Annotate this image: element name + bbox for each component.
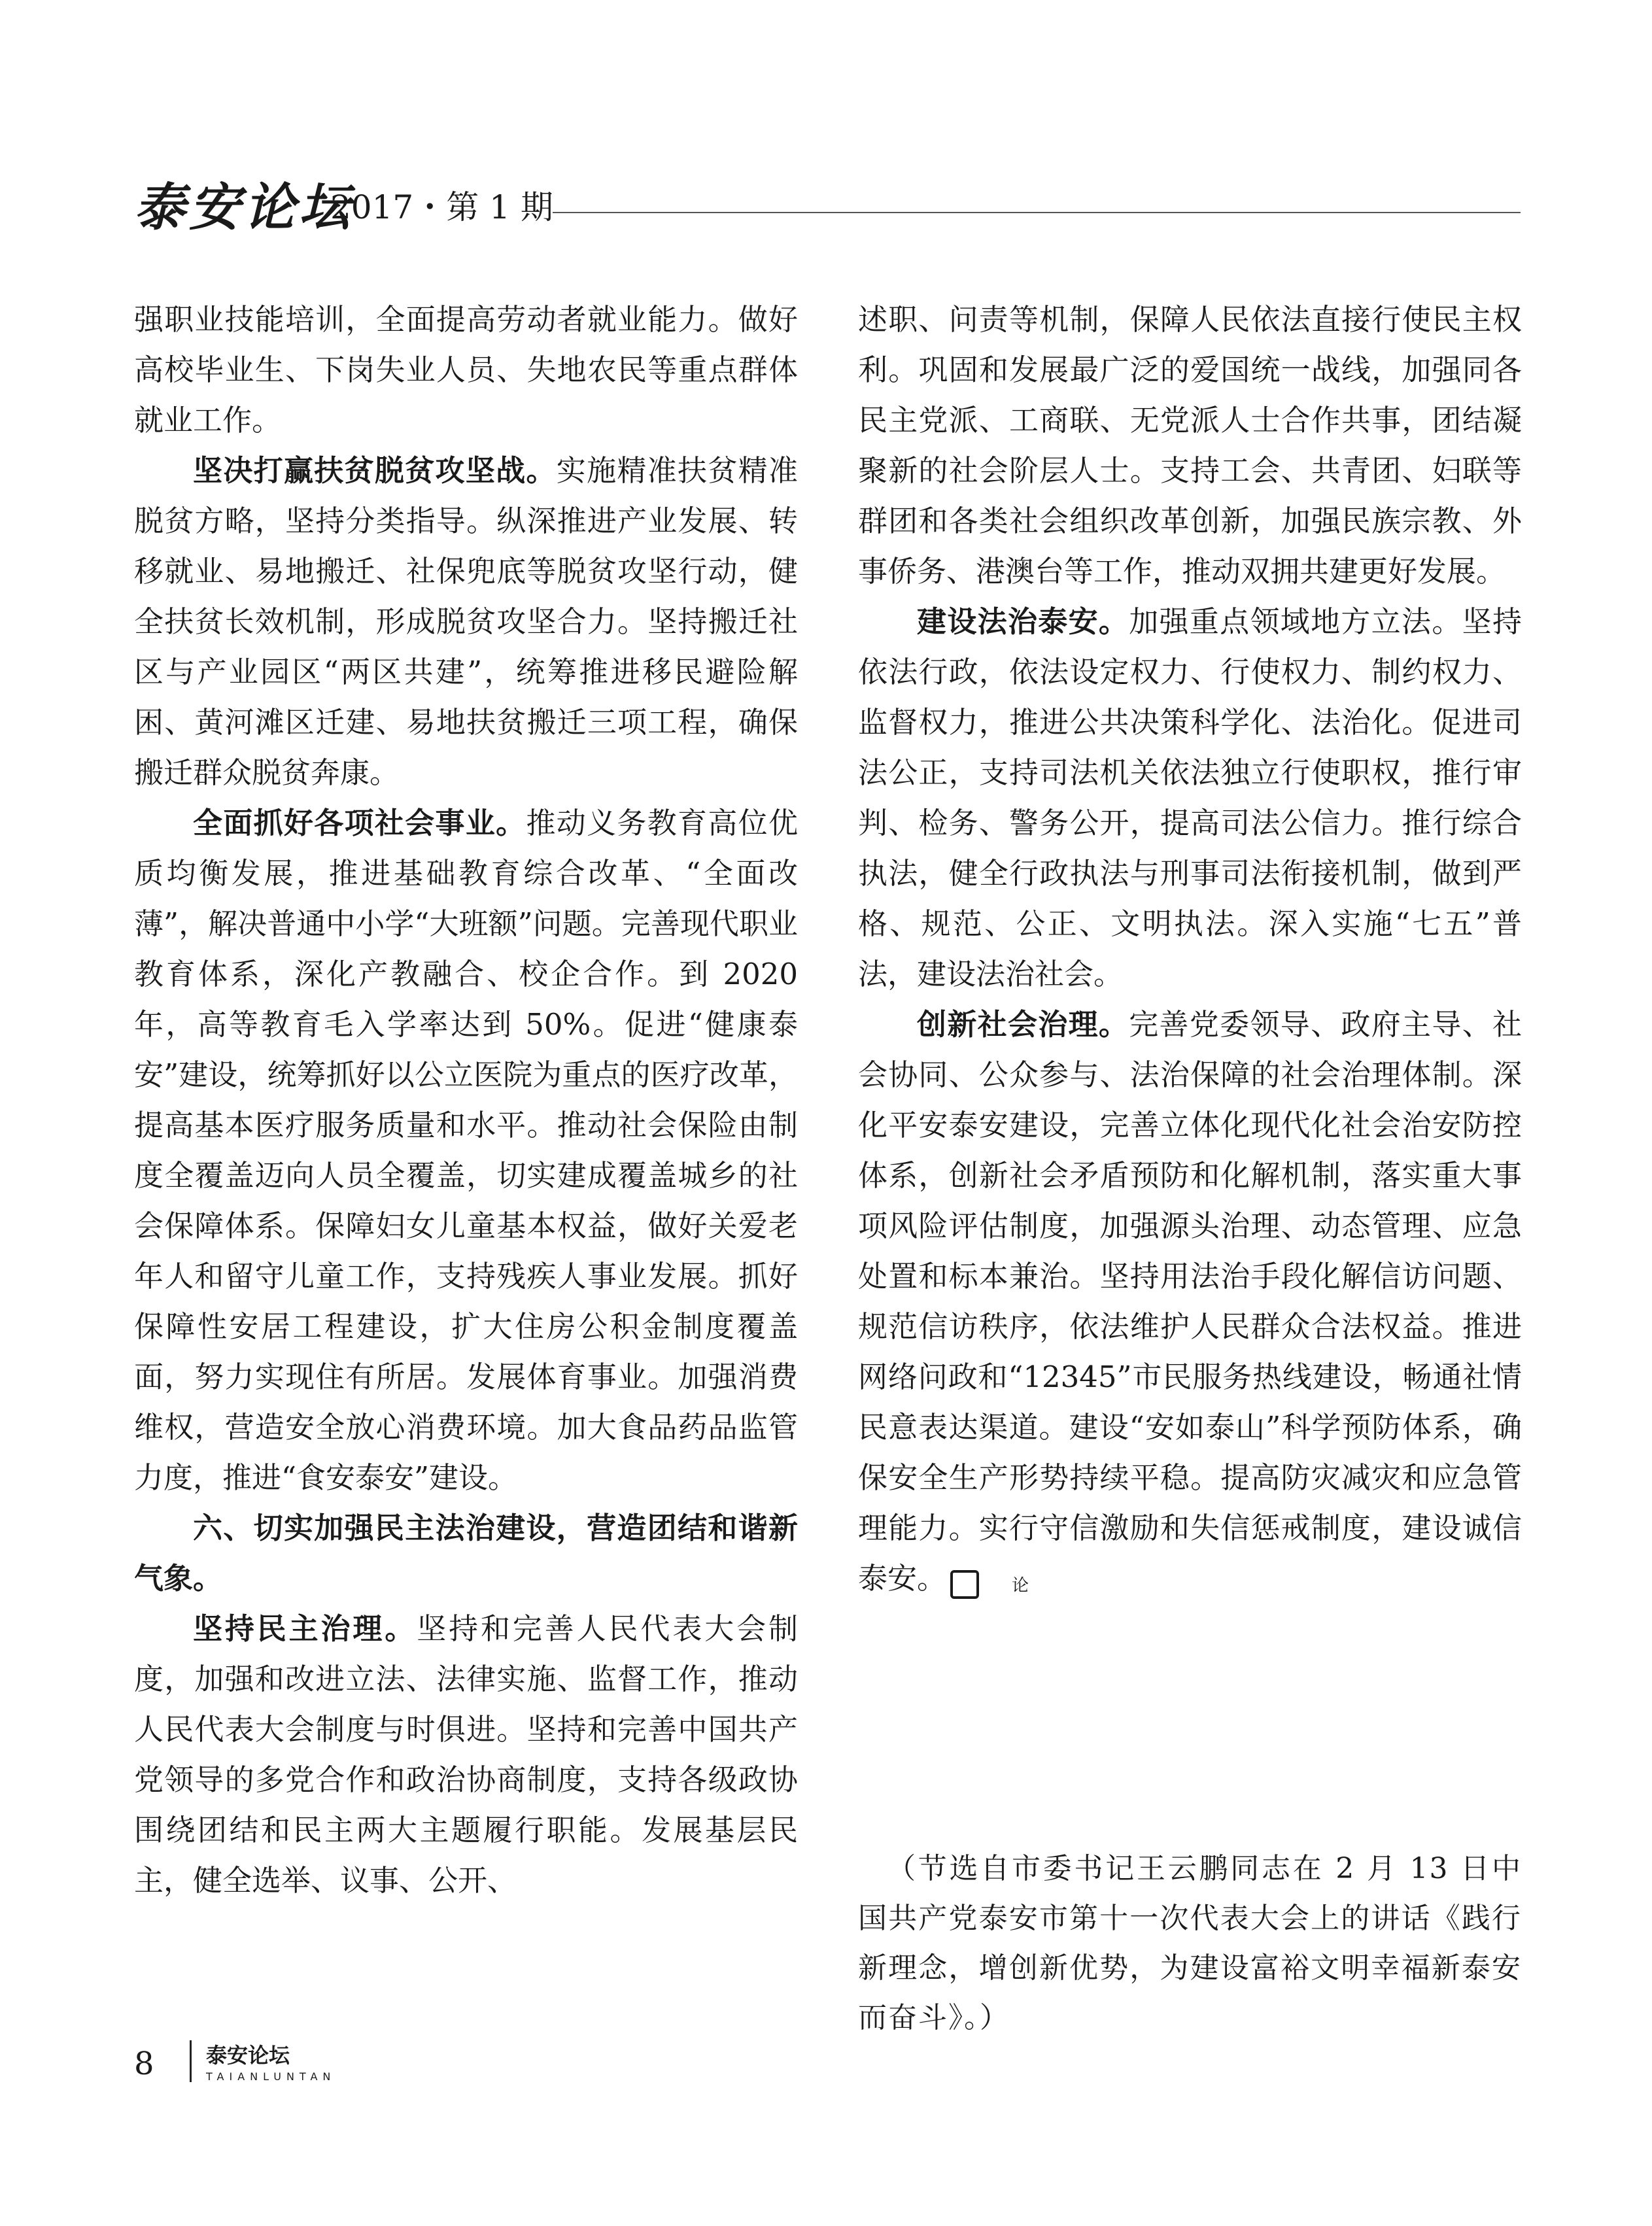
footer-divider	[190, 2040, 192, 2082]
paragraph-body: 推动义务教育高位优质均衡发展，推进基础教育综合改革、“全面改薄”，解决普通中小学“大班额”问题。完善现代职业教育体系，深化产教融合、校企合作。到 2020 年，高等教育毛入学率达到 50%。促进“健康泰安”建设，统筹抓好以公立医院为重点的医疗改革，提高基本医疗服务质量和水平。推动社会保险由制度全覆盖迈向人员全覆盖，切实建成覆盖城乡的社会保障体系。保障妇女儿童基本权益，做好关爱老年人和留守儿童工作，支持残疾人事业发展。抓好保障性安居工程建设，扩大住房公积金制度覆盖面，努力实现住有所居。发展体育事业。加强消费维权，营造安全放心消费环境。加大食品药品监管力度，推进“食安泰安”建设。	[134, 806, 798, 1495]
header-rule	[553, 212, 1521, 213]
end-mark-icon: 论	[950, 1570, 979, 1599]
paragraph	[858, 596, 1522, 999]
footer-magazine-name: 泰安论坛	[206, 2043, 290, 2068]
source-note	[858, 1844, 1522, 2043]
footer-magazine-pinyin: TAIANLUNTAN	[206, 2070, 336, 2083]
paragraph: 强职业技能培训，全面提高劳动者就业能力。做好高校毕业生、下岗失业人员、失地农民等重点群体就业工作。	[134, 302, 798, 437]
paragraph	[134, 445, 798, 798]
paragraph-lead: 全面抓好各项社会事业。	[193, 806, 526, 840]
paragraph-body: 坚持和完善人民代表大会制度，加强和改进立法、法律实施、监督工作，推动人民代表大会制度与时俱进。坚持和完善中国共产党领导的多党合作和政治协商制度，支持各级政协围绕团结和民主两大主题履行职能。发展基层民主，健全选举、议事、公开、	[134, 1611, 798, 1898]
paragraph-body: 完善党委领导、政府主导、社会协同、公众参与、法治保障的社会治理体制。深化平安泰安建设，完善立体化现代化社会治安防控体系，创新社会矛盾预防和化解机制，落实重大事项风险评估制度，加强源头治理、动态管理、应急处置和标本兼治。坚持用法治手段化解信访问题、规范信访秩序，依法维护人民群众合法权益。推进网络问政和“12345”市民服务热线建设，畅通社情民意表达渠道。建设“安如泰山”科学预防体系，确保安全生产形势持续平稳。提高防灾减灾和应急管理能力。实行守信激励和失信惩戒制度，建设诚信泰安。	[858, 1007, 1522, 1596]
section-heading: 六、切实加强民主法治建设，营造团结和谐新气象。	[134, 1511, 798, 1596]
page-number: 8	[134, 2046, 154, 2082]
paragraph-body: 加强重点领域地方立法。坚持依法行政，依法设定权力、行使权力、制约权力、监督权力，推进公共决策科学化、法治化。促进司法公正，支持司法机关依法独立行使职权，推行审判、检务、警务公开，提高司法公信力。推行综合执法，健全行政执法与刑事司法衔接机制，做到严格、规范、公正、文明执法。深入实施“七五”普法，建设法治社会。	[858, 604, 1522, 991]
issue-label: 2017・第 1 期	[330, 188, 553, 226]
paragraph	[134, 798, 798, 1503]
paragraph: 述职、问责等机制，保障人民依法直接行使民主权利。巩固和发展最广泛的爱国统一战线，加强同各民主党派、工商联、无党派人士合作共事，团结凝聚新的社会阶层人士。支持工会、共青团、妇联等群团和各类社会组织改革创新，加强民族宗教、外事侨务、港澳台等工作，推动双拥共建更好发展。	[858, 302, 1522, 589]
left-column	[134, 294, 798, 1906]
paragraph-body: 实施精准扶贫精准脱贫方略，坚持分类指导。纵深推进产业发展、转移就业、易地搬迁、社保兜底等脱贫攻坚行动，健全扶贫长效机制，形成脱贫攻坚合力。坚持搬迁社区与产业园区“两区共建”，统筹推进移民避险解困、黄河滩区迁建、易地扶贫搬迁三项工程，确保搬迁群众脱贫奔康。	[134, 453, 798, 790]
right-column	[858, 294, 1522, 1603]
paragraph-lead: 创新社会治理。	[917, 1007, 1129, 1042]
paragraph	[134, 1603, 798, 1906]
paragraph-lead: 建设法治泰安。	[917, 604, 1129, 639]
page-header	[134, 167, 1521, 237]
paragraph-lead: 坚决打赢扶贫脱贫攻坚战。	[193, 453, 557, 488]
source-note-text: （节选自市委书记王云鹏同志在 2 月 13 日中国共产党泰安市第十一次代表大会上的讲话《践行新理念，增创新优势，为建设富裕文明幸福新泰安而奋斗》。）	[858, 1852, 1522, 2034]
magazine-title: 泰安论坛	[134, 178, 354, 237]
paragraph-lead: 坚持民主治理。	[193, 1611, 417, 1646]
paragraph	[858, 999, 1522, 1603]
